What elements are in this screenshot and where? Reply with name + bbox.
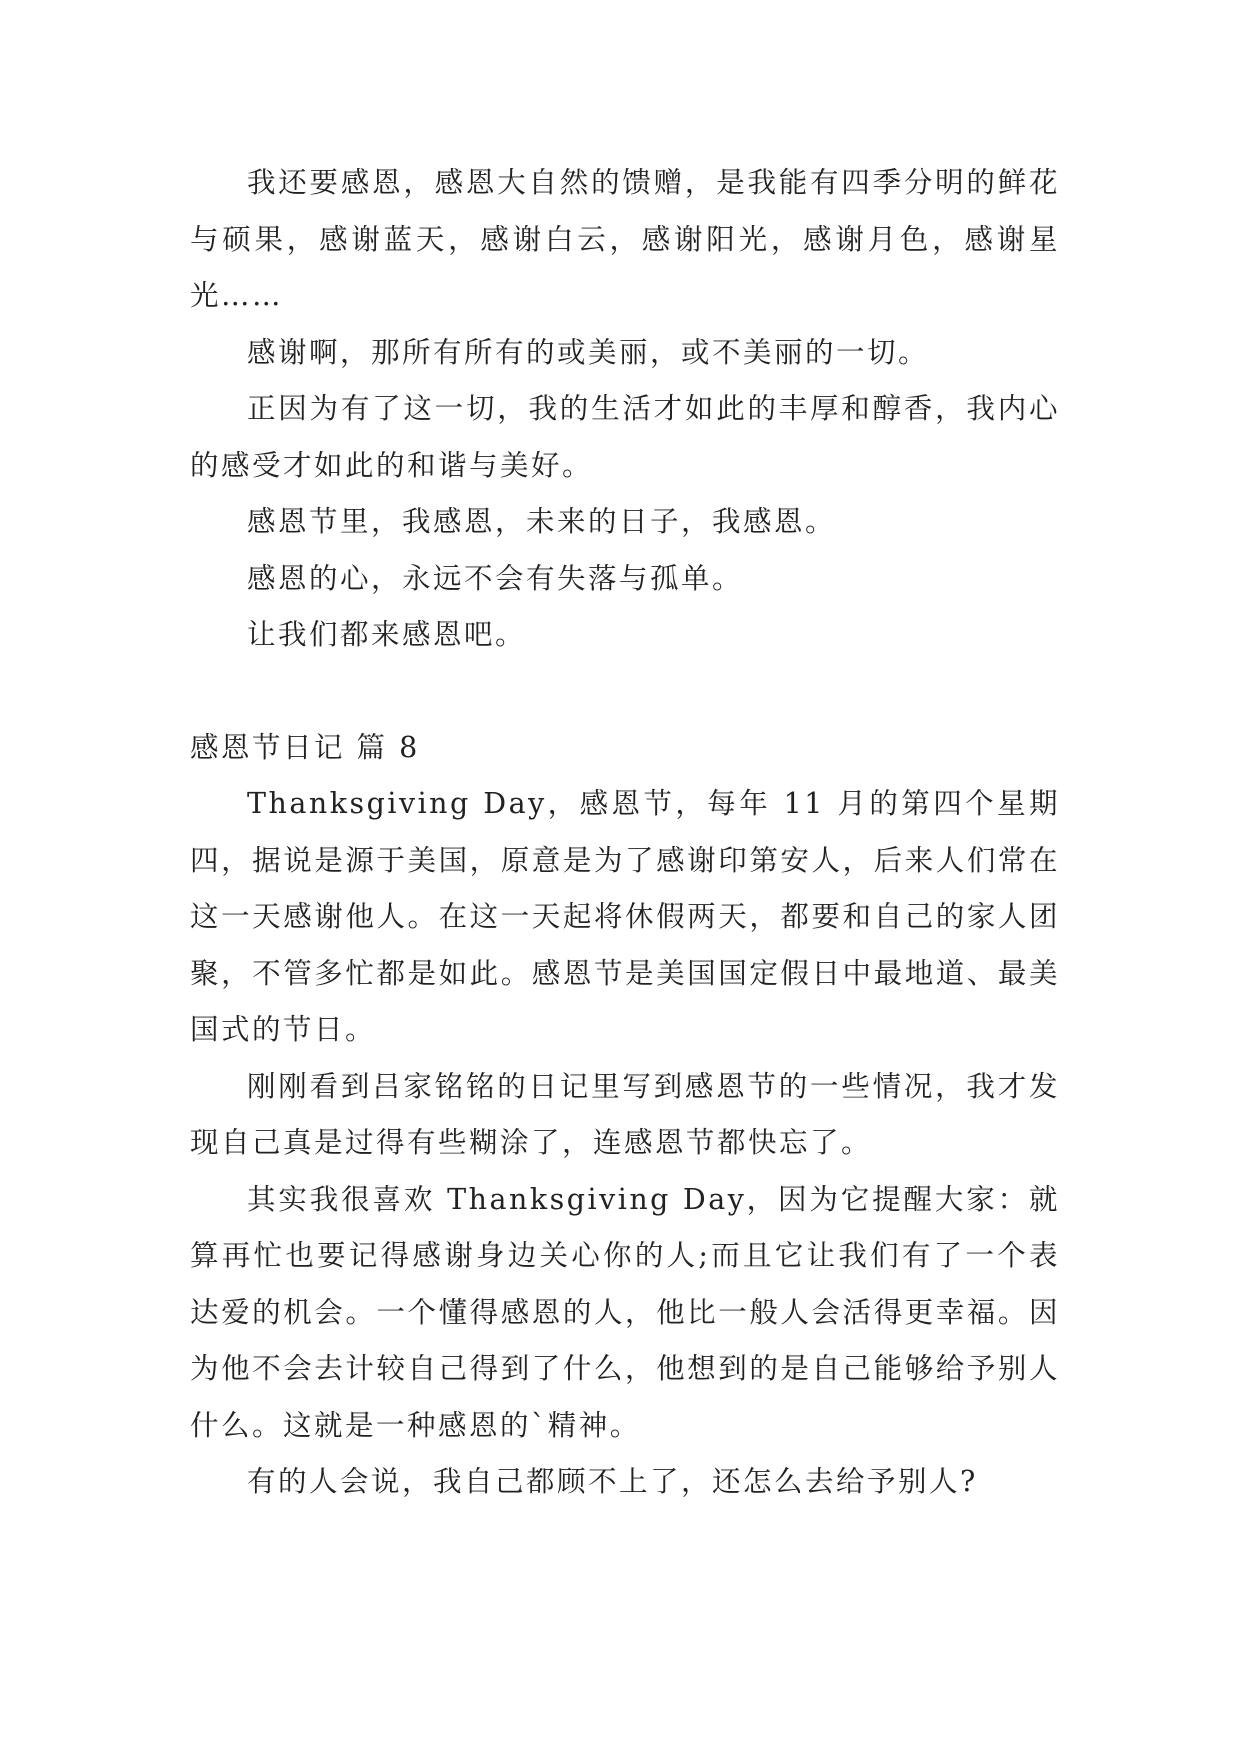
paragraph: 有的人会说，我自己都顾不上了，还怎么去给予别人? — [247, 1465, 978, 1498]
paragraph: 让我们都来感恩吧。 — [247, 618, 527, 651]
document-body — [190, 155, 1060, 1511]
section-heading: 感恩节日记 篇 8 — [190, 730, 420, 764]
paragraph: 我还要感恩，感恩大自然的馈赠，是我能有四季分明的鲜花与硕果，感谢蓝天，感谢白云，感谢阳光，感谢月色，感谢星光…… — [190, 166, 1060, 312]
paragraph: 感谢啊，那所有所有的或美丽，或不美丽的一切。 — [247, 335, 930, 369]
paragraph: 正因为有了这一切，我的生活才如此的丰厚和醇香，我内心的感受才如此的和谐与美好。 — [190, 392, 1060, 482]
paragraph: 刚刚看到吕家铭铭的日记里写到感恩节的一些情况，我才发现自己真是过得有些糊涂了，连感恩节都快忘了。 — [190, 1069, 1060, 1159]
paragraph: 其实我很喜欢 Thanksgiving Day，因为它提醒大家：就算再忙也要记得感谢身边关心你的人;而且它让我们有了一个表达爱的机会。一个懂得感恩的人，他比一般人会活得更幸福。因为他不会去计较自己得到了什么，他想到的是自己能够给予别人什么。这就是一种感恩的`精神。 — [190, 1182, 1060, 1442]
paragraph: 感恩的心，永远不会有失落与孤单。 — [247, 561, 744, 595]
paragraph: Thanksgiving Day，感恩节，每年 11 月的第四个星期四，据说是源于美国，原意是为了感谢印第安人，后来人们常在这一天感谢他人。在这一天起将休假两天，都要和自己的家人团聚，不管多忙都是如此。感恩节是美国国定假日中最地道、最美国式的节日。 — [190, 787, 1060, 1046]
paragraph: 感恩节里，我感恩，未来的日子，我感恩。 — [247, 505, 837, 538]
